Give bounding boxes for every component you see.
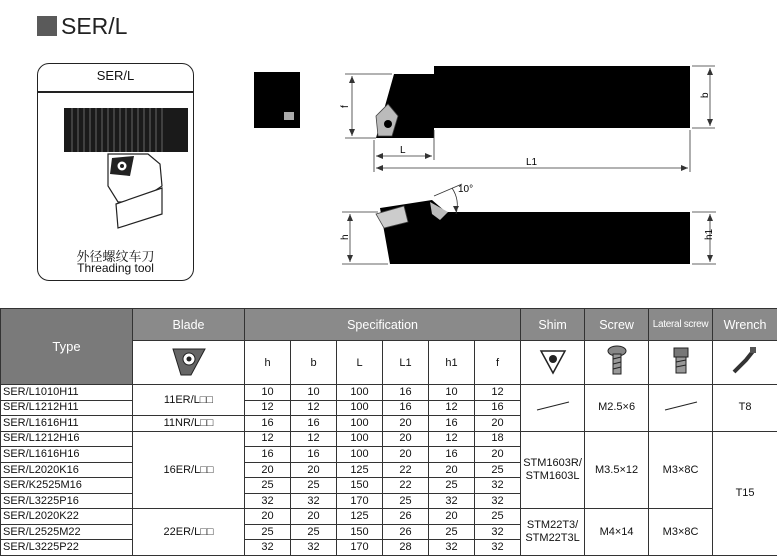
table-cell: 20: [475, 447, 521, 463]
wrench-icon: [728, 344, 762, 378]
shim-group-3: [521, 509, 585, 556]
table-cell-type: SER/L1212H11: [1, 400, 133, 416]
screw-group-3: M4×14: [585, 509, 649, 556]
screw-icon: [602, 344, 632, 378]
table-cell-type: SER/L2020K22: [1, 509, 133, 525]
table-cell: 18: [475, 431, 521, 447]
table-cell: 12: [429, 431, 475, 447]
table-cell: 25: [475, 462, 521, 478]
table-cell-type: SER/L2525M22: [1, 524, 133, 540]
card-caption-chinese: 外径螺纹车刀: [76, 249, 155, 264]
lateral-none-dash: [661, 400, 701, 412]
table-cell: 16: [291, 447, 337, 463]
shim-group-3-line2: STM22T3L: [525, 532, 580, 545]
table-cell: 150: [337, 478, 383, 494]
lateral-screw-icon: [666, 344, 696, 378]
dim-b-label: b: [700, 92, 711, 98]
header-type: Type: [1, 309, 133, 385]
side-view: [342, 184, 716, 264]
table-cell-type: SER/L1010H11: [1, 385, 133, 401]
table-cell: 20: [245, 462, 291, 478]
spec-col-f: f: [475, 341, 521, 385]
table-cell: 20: [383, 447, 429, 463]
table-cell: 32: [475, 478, 521, 494]
dim-h-label: h: [340, 234, 351, 240]
table-cell: 32: [475, 524, 521, 540]
lateral-group-3: M3×8C: [649, 509, 713, 556]
table-cell: 20: [383, 416, 429, 432]
table-cell: 170: [337, 493, 383, 509]
table-cell: 16: [245, 416, 291, 432]
table-cell: 12: [291, 431, 337, 447]
blade-group-1: 11ER/L□□: [133, 385, 245, 416]
dim-angle-label: 10°: [458, 184, 474, 195]
table-cell-type: SER/L3225P16: [1, 493, 133, 509]
table-cell: 100: [337, 385, 383, 401]
table-cell: 12: [291, 400, 337, 416]
shim-image: [521, 341, 585, 385]
page-title-text: SER/L: [61, 12, 128, 39]
table-cell-type: SER/L3225P22: [1, 540, 133, 556]
screw-group-2: M3.5×12: [585, 431, 649, 509]
shim-icon: [538, 346, 568, 376]
table-cell: 16: [383, 400, 429, 416]
table-cell: 20: [291, 462, 337, 478]
table-cell-type: SER/L1212H16: [1, 431, 133, 447]
table-cell: 12: [245, 400, 291, 416]
spec-col-L: L: [337, 341, 383, 385]
table-cell: 16: [429, 416, 475, 432]
table-cell: 32: [291, 540, 337, 556]
table-cell: 10: [245, 385, 291, 401]
table-cell: 10: [429, 385, 475, 401]
blade-image: [133, 341, 245, 385]
table-cell: 16: [245, 447, 291, 463]
table-cell: 32: [245, 540, 291, 556]
table-cell: 100: [337, 400, 383, 416]
table-cell: 32: [475, 493, 521, 509]
table-cell: 12: [245, 431, 291, 447]
table-cell-type: SER/K2525M16: [1, 478, 133, 494]
shim-group-2-line2: STM1603L: [525, 470, 580, 482]
dim-f-label: f: [340, 105, 351, 108]
lateral-screw-image: [649, 341, 713, 385]
table-cell: 20: [475, 416, 521, 432]
table-cell: 20: [383, 431, 429, 447]
shim-group-3-line1: STM22T3/: [526, 519, 579, 532]
header-specification: Specification: [245, 309, 521, 341]
table-cell: 32: [245, 493, 291, 509]
header-shim: Shim: [521, 309, 585, 341]
shim-group-1: [521, 385, 585, 432]
table-cell: 22: [383, 462, 429, 478]
table-cell: 20: [429, 462, 475, 478]
header-screw: Screw: [585, 309, 649, 341]
table-cell-type: SER/L2020K16: [1, 462, 133, 478]
table-cell: 12: [475, 385, 521, 401]
dim-L-label: L: [400, 145, 406, 156]
table-cell: 25: [475, 509, 521, 525]
shim-group-2-line1: STM1603R/: [523, 457, 582, 469]
table-cell: 100: [337, 447, 383, 463]
table-cell: 150: [337, 524, 383, 540]
blade-group-4: 22ER/L□□: [133, 509, 245, 556]
table-cell: 16: [383, 385, 429, 401]
table-cell: 170: [337, 540, 383, 556]
table-cell: 16: [429, 447, 475, 463]
dim-L1-label: L1: [526, 157, 538, 168]
blade-group-3: 16ER/L□□: [133, 431, 245, 509]
table-cell-type: SER/L1616H16: [1, 447, 133, 463]
screw-group-1: M2.5×6: [585, 385, 649, 432]
table-cell: 25: [429, 524, 475, 540]
end-view: [254, 72, 300, 128]
table-cell: 125: [337, 462, 383, 478]
table-cell: 25: [245, 478, 291, 494]
table-cell: 22: [383, 478, 429, 494]
lateral-group-1: [649, 385, 713, 432]
table-cell: 25: [291, 478, 337, 494]
table-cell: 16: [291, 416, 337, 432]
table-cell: 10: [291, 385, 337, 401]
specification-table: [0, 308, 777, 556]
header-blade: Blade: [133, 309, 245, 341]
table-cell: 16: [475, 400, 521, 416]
card-title: SER/L: [96, 68, 135, 83]
shim-group-2: [521, 431, 585, 509]
wrench-group-2: T15: [713, 431, 777, 555]
table-cell: 32: [429, 493, 475, 509]
screw-image: [585, 341, 649, 385]
header-lateral-screw: Lateral screw: [649, 309, 713, 341]
table-cell: 20: [291, 509, 337, 525]
table-cell: 25: [429, 478, 475, 494]
table-cell: 20: [429, 509, 475, 525]
table-cell: 25: [245, 524, 291, 540]
table-cell: 28: [383, 540, 429, 556]
spec-col-h1: h1: [429, 341, 475, 385]
dim-h1-label: h1: [704, 228, 715, 240]
table-cell: 32: [291, 493, 337, 509]
spec-col-L1: L1: [383, 341, 429, 385]
table-cell: 26: [383, 509, 429, 525]
blade-group-2: 11NR/L□□: [133, 416, 245, 432]
table-cell: 25: [383, 493, 429, 509]
blade-insert-icon: [169, 343, 209, 379]
card-caption-english: Threading tool: [77, 261, 154, 275]
wrench-image: [713, 341, 777, 385]
table-cell: 25: [291, 524, 337, 540]
table-cell: 100: [337, 416, 383, 432]
table-cell: 20: [245, 509, 291, 525]
header-wrench: Wrench: [713, 309, 777, 341]
shim-none-dash: [533, 400, 573, 412]
table-cell: 100: [337, 431, 383, 447]
table-cell: 32: [475, 540, 521, 556]
table-cell: 32: [429, 540, 475, 556]
wrench-group-1: T8: [713, 385, 777, 432]
table-cell: 12: [429, 400, 475, 416]
spec-col-b: b: [291, 341, 337, 385]
table-cell-type: SER/L1616H11: [1, 416, 133, 432]
table-cell: 26: [383, 524, 429, 540]
spec-col-h: h: [245, 341, 291, 385]
table-cell: 125: [337, 509, 383, 525]
lateral-group-2: M3×8C: [649, 431, 713, 509]
